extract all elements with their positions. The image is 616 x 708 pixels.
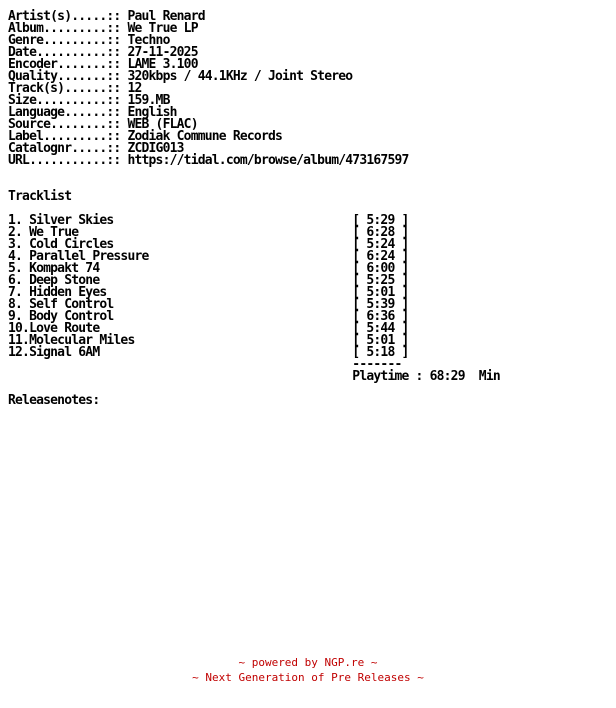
track-row: 3. Cold Circles [ 5:24 ] (8, 237, 409, 252)
info-url: URL...........:: https://tidal.com/browse/album/473167597 (8, 153, 409, 168)
info-size: Size..........:: 159.MB (8, 93, 170, 108)
blank-line (8, 179, 608, 191)
blank-line (8, 167, 608, 179)
footer-tagline: ~ Next Generation of Pre Releases ~ (192, 671, 424, 684)
info-encoder: Encoder.......:: LAME 3.100 (8, 57, 198, 72)
track-row: 10.Love Route [ 5:44 ] (8, 321, 409, 336)
info-artist: Artist(s).....:: Paul Renard (8, 9, 205, 24)
track-row: 4. Parallel Pressure [ 6:24 ] (8, 249, 409, 264)
info-source: Source........:: WEB (FLAC) (8, 117, 198, 132)
track-row: 12.Signal 6AM [ 5:18 ] (8, 345, 409, 360)
info-tracks: Track(s)......:: 12 (8, 81, 142, 96)
info-date: Date..........:: 27-11-2025 (8, 45, 198, 60)
track-row: 8. Self Control [ 5:39 ] (8, 297, 409, 312)
track-row: 1. Silver Skies [ 5:29 ] (8, 213, 409, 228)
tracklist (8, 215, 608, 359)
track-row: 2. We True [ 6:28 ] (8, 225, 409, 240)
info-genre: Genre.........:: Techno (8, 33, 170, 48)
releasenotes-heading: Releasenotes: (8, 393, 100, 408)
track-row: 9. Body Control [ 6:36 ] (8, 309, 409, 324)
tracklist-heading: Tracklist (8, 189, 72, 204)
nfo-text (8, 11, 608, 407)
info-quality: Quality.......:: 320kbps / 44.1KHz / Joint Stereo (8, 69, 353, 84)
playtime-total: Playtime : 68:29 Min (8, 369, 500, 384)
track-row: 6. Deep Stone [ 5:25 ] (8, 273, 409, 288)
info-language: Language......:: English (8, 105, 177, 120)
track-row: 5. Kompakt 74 [ 6:00 ] (8, 261, 409, 276)
track-row: 7. Hidden Eyes [ 5:01 ] (8, 285, 409, 300)
footer-powered-by: ~ powered by NGP.re ~ (238, 656, 378, 669)
info-album: Album.........:: We True LP (8, 21, 198, 36)
info-label: Label.........:: Zodiak Commune Records (8, 129, 283, 144)
playtime-separator: ------- (8, 357, 402, 372)
info-catalognr: Catalognr.....:: ZCDIG013 (8, 141, 184, 156)
track-row: 11.Molecular Miles [ 5:01 ] (8, 333, 409, 348)
